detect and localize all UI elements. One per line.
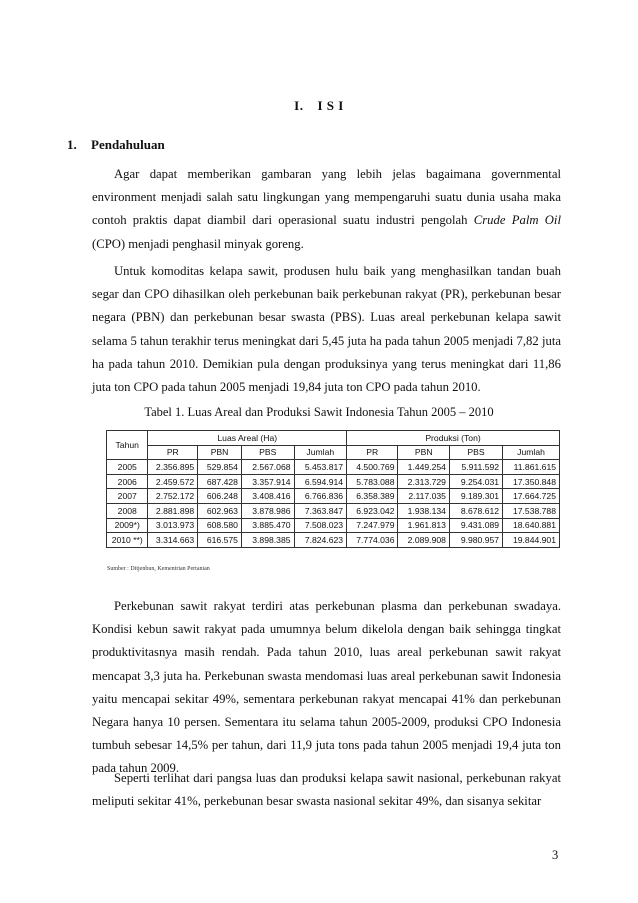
value-cell: 1.938.134 [398,503,449,518]
value-cell: 2.117.035 [398,489,449,504]
subheader-cell: PBN [198,445,242,460]
value-cell: 2.313.729 [398,474,449,489]
paragraph-4 [92,767,561,813]
value-cell: 8.678.612 [449,503,502,518]
year-cell: 2009*) [107,518,148,533]
table-row [107,489,560,504]
table-source: Sumber : Ditjenbun, Kementrian Pertanian [107,566,210,572]
value-cell: 3.898.385 [241,533,294,548]
paragraph-1-text-a: Agar dapat memberikan gambaran yang lebih jelas bagaimana governmental environment menjadi salah satu lingkungan yang mempengaruhi suatu dunia usaha maka contoh praktis dapat diambil dari operasional suatu industri pengolah [92,167,561,228]
value-cell: 2.089.908 [398,533,449,548]
paragraph-3-text: Perkebunan sawit rakyat terdiri atas perkebunan plasma dan perkebunan swadaya. Kondisi kebun sawit rakyat pada umumnya belum dikelola dengan baik sehingga tingkat produktivitasnya masih rendah. Pada tahun 2010, luas areal perkebunan sawit rakyat mencapat 3,3 juta ha. Perkebunan swasta mendomasi luas areal perkebunan sawit Indonesia yaitu mencapai sekitar 49%, sementara perkebunan rakyat mencapai 41% dan perkebunan Negara hanya 10 persen. Sementara itu selama tahun 2005-2009, produksi CPO Indonesia tumbuh sebesar 14,5% per tahun, dari 11,9 juta tons pada tahun 2005 menjadi 19,4 juta ton pada tahun 2009. [92,599,561,776]
value-cell: 6.594.914 [294,474,347,489]
year-cell: 2010 **) [107,533,148,548]
year-cell: 2006 [107,474,148,489]
value-cell: 5.911.592 [449,460,502,475]
chapter-heading [0,98,638,114]
area-group-header: Luas Areal (Ha) [148,431,347,446]
value-cell: 9.254.031 [449,474,502,489]
subheader-cell: PR [148,445,198,460]
value-cell: 687.428 [198,474,242,489]
value-cell: 18.640.881 [503,518,560,533]
page-number: 3 [552,848,559,862]
value-cell: 6.358.389 [347,489,398,504]
value-cell: 1.449.254 [398,460,449,475]
section-heading [67,137,165,153]
value-cell: 616.575 [198,533,242,548]
value-cell: 6.923.042 [347,503,398,518]
table-header-row [107,431,560,446]
table-row [107,503,560,518]
value-cell: 19.844.901 [503,533,560,548]
value-cell: 3.878.986 [241,503,294,518]
paragraph-1-text-b: (CPO) menjadi penghasil minyak goreng. [92,236,304,251]
value-cell: 17.350.848 [503,474,560,489]
paragraph-2-text: Untuk komoditas kelapa sawit, produsen hulu baik yang menghasilkan tandan buah segar dan CPO dihasilkan oleh perkebunan baik perkebunan rakyat (PR), perkebunan besar negara (PBN) dan perkebunan besar swasta (PBS). Luas areal perkebunan kelapa sawit selama 5 tahun terakhir terus meningkat dari 5,45 juta ha pada tahun 2005 menjadi 7,82 juta ha pada tahun 2010. Demikian pula dengan produksinya yang terus meningkat dari 11,86 juta ton CPO pada tahun 2005 menjadi 19,84 juta ton CPO pada tahun 2010. [92,264,561,395]
subheader-cell: PBS [449,445,502,460]
value-cell: 602.963 [198,503,242,518]
value-cell: 7.824.623 [294,533,347,548]
value-cell: 5.783.088 [347,474,398,489]
value-cell: 2.459.572 [148,474,198,489]
value-cell: 608.580 [198,518,242,533]
year-cell: 2008 [107,503,148,518]
value-cell: 529.854 [198,460,242,475]
value-cell: 9.431.089 [449,518,502,533]
value-cell: 3.357.914 [241,474,294,489]
value-cell: 1.961.813 [398,518,449,533]
paragraph-3 [92,595,561,781]
subheader-cell: Jumlah [503,445,560,460]
table-row [107,460,560,475]
table-caption: Tabel 1. Luas Areal dan Produksi Sawit Indonesia Tahun 2005 – 2010 [144,405,494,419]
value-cell: 2.567.068 [241,460,294,475]
paragraph-1 [92,163,561,256]
value-cell: 3.885.470 [241,518,294,533]
value-cell: 2.752.172 [148,489,198,504]
subheader-cell: PR [347,445,398,460]
table-row [107,474,560,489]
value-cell: 7.363.847 [294,503,347,518]
value-cell: 7.508.023 [294,518,347,533]
value-cell: 7.247.979 [347,518,398,533]
section-title: Pendahuluan [91,137,165,152]
paragraph-1-emphasis: Crude Palm Oil [473,213,561,228]
subheader-cell: PBS [241,445,294,460]
production-group-header: Produksi (Ton) [347,431,560,446]
value-cell: 17.538.788 [503,503,560,518]
value-cell: 3.408.416 [241,489,294,504]
section-number: 1. [67,137,77,152]
table-row [107,518,560,533]
value-cell: 3.314.663 [148,533,198,548]
value-cell: 9.980.957 [449,533,502,548]
table-subheader-row [107,445,560,460]
value-cell: 2.356.895 [148,460,198,475]
paragraph-4-text: Seperti terlihat dari pangsa luas dan produksi kelapa sawit nasional, perkebunan rakyat meliputi sekitar 41%, perkebunan besar swasta nasional sekitar 49%, dan sisanya sekitar [92,771,561,809]
data-table [106,430,560,548]
value-cell: 11.861.615 [503,460,560,475]
subheader-cell: PBN [398,445,449,460]
value-cell: 3.013.973 [148,518,198,533]
value-cell: 2.881.898 [148,503,198,518]
value-cell: 6.766.836 [294,489,347,504]
value-cell: 7.774.036 [347,533,398,548]
value-cell: 606.248 [198,489,242,504]
table-row [107,533,560,548]
subheader-cell: Jumlah [294,445,347,460]
chapter-number: I. [294,98,304,113]
value-cell: 17.664.725 [503,489,560,504]
year-cell: 2007 [107,489,148,504]
year-header: Tahun [107,431,148,460]
year-cell: 2005 [107,460,148,475]
table-body [107,460,560,548]
value-cell: 5.453.817 [294,460,347,475]
chapter-title: I S I [317,98,344,113]
value-cell: 4.500.769 [347,460,398,475]
value-cell: 9.189.301 [449,489,502,504]
paragraph-2 [92,260,561,399]
